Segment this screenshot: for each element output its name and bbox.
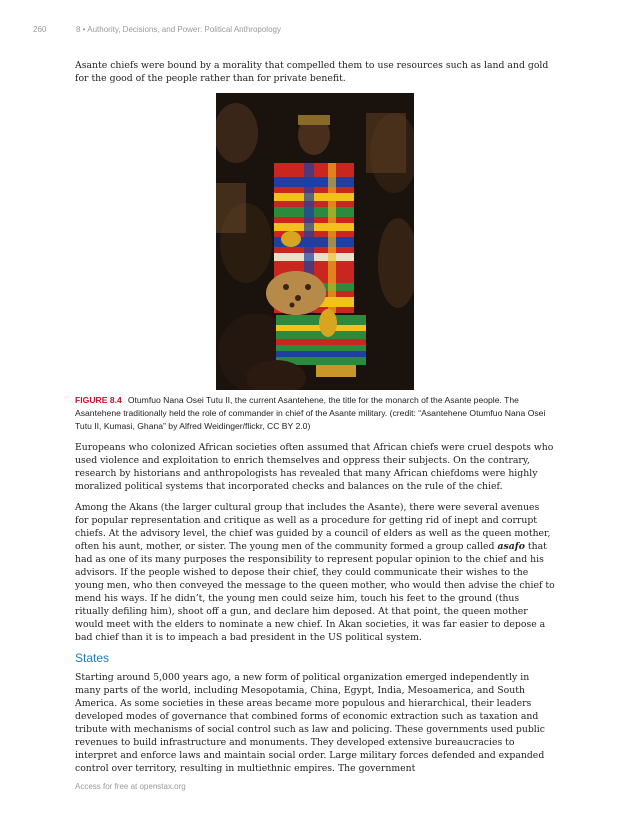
- figure-label: FIGURE 8.4: [75, 395, 122, 405]
- photo-asantehene-illustration: [216, 93, 414, 390]
- main-content: [75, 59, 555, 775]
- running-header: 8 • Authority, Decisions, and Power: Political Anthropology: [76, 25, 281, 34]
- page-number: 260: [33, 25, 47, 34]
- intro-paragraph: Asante chiefs were bound by a morality that compelled them to use resources such as land and gold for the good of the people rather than for private benefit.: [75, 60, 549, 84]
- paragraph-akan: [75, 501, 555, 644]
- paragraph-states: Starting around 5,000 years ago, a new form of political organization emerged independently in many parts of the world, including Mesopotamia, China, Egypt, India, Mesoamerica, and South America. As some societies in these areas became more populous and hierarchical, their leaders developed modes of governance that combined forms of economic extraction such as taxation and tribute with mechanisms of social control such as law and policing. These governments used public revenues to build infrastructure and monuments. They developed extensive bureaucracies to interpret and enforce laws and maintain social order. Large military forces defended and expanded control over territory, resulting in multiethnic empires. The government: [75, 672, 545, 774]
- paragraph-akan-part2: that had as one of its many purposes the responsibility to represent popular opinion to the chief and his advisors. If the people wished to depose their chief, they could communicate their wishes to the young men, who then conveyed the message to the queen mother, who would then advise the chief to mend his ways. If he didn’t, the young men could seize him, touch his feet to the ground (thus ritually defiling him), shoot off a gun, and declare him deposed. At that point, the queen mother would meet with the elders to nominate a new chief. In Akan societies, it was far easier to depose a bad chief than it is to impeach a bad president in the US political system.: [75, 541, 555, 643]
- figure-caption: [75, 394, 555, 433]
- term-asafo: asafo: [497, 541, 525, 552]
- section-heading-states: States: [75, 651, 110, 665]
- figure-caption-text: Otumfuo Nana Osei Tutu II, the current Asantehene, the title for the monarch of the Asante people. The Asantehene traditionally held the role of commander in chief of the Asante military. (credit: “Asantehene Otumfuo Nana Osei Tutu II, Kumasi, Ghana” by Alfred Weidinger/flickr, CC BY 2.0): [75, 395, 546, 431]
- figure-photo: [216, 93, 414, 390]
- footer-access-link[interactable]: Access for free at openstax.org: [75, 782, 186, 791]
- paragraph-colonized: Europeans who colonized African societies often assumed that African chiefs were cruel despots who used violence and exploitation to enrich themselves and oppress their subjects. On the contrary, research by historians and anthropologists has revealed that many African chiefdoms were highly moralized political systems that incorporated checks and balances on the rule of the chief.: [75, 442, 554, 492]
- paragraph-akan-part1: Among the Akans (the larger cultural group that includes the Asante), there were several avenues for popular representation and critique as well as a procedure for getting rid of inept and corrupt chiefs. At the advisory level, the chief was guided by a council of elders as well as the queen mother, often his aunt, mother, or sister. The young men of the community formed a group called: [75, 502, 551, 552]
